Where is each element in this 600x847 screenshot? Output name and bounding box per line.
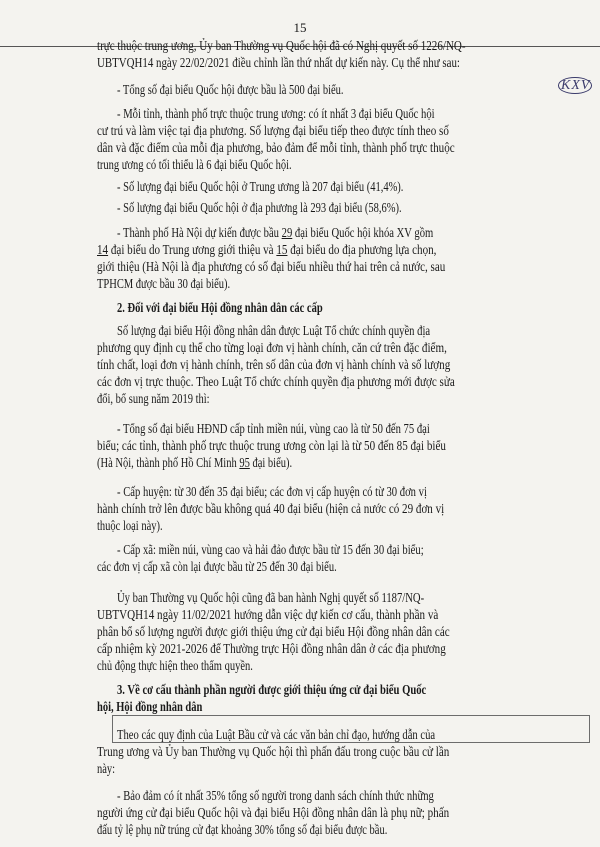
underlined-number: 95 bbox=[239, 456, 250, 471]
text-run: dân và đặc điểm của mỗi địa phương, bảo đảm để mỗi tỉnh, thành phố trực thuộc bbox=[97, 141, 455, 156]
text-run: - Thành phố Hà Nội dự kiến được bầu bbox=[117, 226, 282, 241]
underlined-number: 15 bbox=[276, 243, 288, 258]
text-line bbox=[97, 391, 547, 408]
text-run: - Số lượng đại biểu Quốc hội ở Trung ương là 207 đại biểu (41,4%). bbox=[117, 180, 404, 195]
text-line bbox=[97, 340, 572, 357]
text-line bbox=[117, 225, 572, 242]
text-line bbox=[97, 559, 547, 576]
text-line bbox=[97, 641, 572, 658]
text-line bbox=[117, 106, 572, 123]
text-run: giới thiệu (Hà Nội là địa phương có số đại biểu nhiều thứ hai trên cả nước, sau bbox=[97, 260, 446, 275]
text-run: hội, Hội đồng nhân dân bbox=[97, 700, 203, 715]
text-line bbox=[97, 455, 547, 472]
section-heading-line bbox=[117, 682, 572, 699]
text-line bbox=[97, 761, 547, 778]
text-line bbox=[117, 727, 572, 744]
text-line bbox=[97, 55, 564, 72]
text-run: - Tổng số đại biểu Quốc hội được bầu là 500 đại biểu. bbox=[117, 83, 344, 98]
text-line bbox=[117, 200, 567, 217]
text-line bbox=[97, 374, 572, 391]
text-line bbox=[97, 624, 572, 641]
section-heading-line bbox=[117, 300, 567, 317]
section-heading-line bbox=[97, 699, 547, 716]
text-run: hành chính trở lên được bầu không quá 40 đại biểu (hiện cả nước có 29 đơn vị bbox=[97, 502, 445, 517]
text-line bbox=[97, 518, 547, 535]
text-line bbox=[97, 744, 572, 761]
text-line bbox=[97, 805, 572, 822]
text-line bbox=[117, 542, 572, 559]
text-run: trực thuộc trung ương, Ủy ban Thường vụ Quốc hội đã có Nghị quyết số 1226/NQ- bbox=[97, 39, 466, 54]
text-run: cấp nhiệm kỳ 2021-2026 để Thường trực Hội đồng nhân dân ở các địa phương bbox=[97, 642, 446, 657]
text-line bbox=[117, 484, 572, 501]
text-line bbox=[97, 438, 572, 455]
text-run: đại biểu do địa phương lựa chọn, bbox=[287, 243, 437, 258]
text-run: trung ương có tối thiểu là 6 đại biểu Quốc hội. bbox=[97, 158, 292, 173]
text-run: người ứng cử đại biểu Quốc hội và đại biểu Hội đồng nhân dân là phụ nữ; phấn bbox=[97, 806, 450, 821]
text-run: phương quy định cụ thể cho từng loại đơn vị hành chính, căn cứ trên đặc điểm, bbox=[97, 341, 447, 356]
text-line bbox=[97, 123, 572, 140]
text-run: Ủy ban Thường vụ Quốc hội cũng đã ban hành Nghị quyết số 1187/NQ- bbox=[117, 591, 425, 606]
text-run: đại biểu do Trung ương giới thiệu và bbox=[108, 243, 277, 258]
page-number: 15 bbox=[293, 20, 307, 35]
text-line bbox=[117, 590, 572, 607]
text-line bbox=[97, 276, 547, 293]
text-run: 2. Đối với đại biểu Hội đồng nhân dân các cấp bbox=[117, 301, 323, 316]
text-line bbox=[97, 607, 572, 624]
text-run: đại biểu Quốc hội khóa XV gồm bbox=[292, 226, 434, 241]
handwritten-note: KXV bbox=[561, 78, 591, 93]
text-line bbox=[97, 822, 547, 839]
text-run: đổi, bổ sung năm 2019 thì: bbox=[97, 392, 210, 407]
text-line bbox=[117, 421, 572, 438]
text-run: - Mỗi tỉnh, thành phố trực thuộc trung ương: có ít nhất 3 đại biểu Quốc hội bbox=[117, 107, 435, 122]
text-line bbox=[97, 357, 572, 374]
text-run: UBTVQH14 ngày 22/02/2021 điều chỉnh lần thứ nhất dự kiến này. Cụ thể như sau: bbox=[97, 56, 460, 71]
text-run: TPHCM được bầu 30 đại biểu). bbox=[97, 277, 231, 292]
text-run: Theo các quy định của Luật Bầu cử và các văn bản chỉ đạo, hướng dẫn của bbox=[117, 728, 436, 743]
text-line bbox=[117, 82, 567, 99]
text-line bbox=[97, 140, 572, 157]
text-line bbox=[97, 501, 572, 518]
text-line bbox=[97, 259, 572, 276]
text-run: - Bảo đảm có ít nhất 35% tổng số người trong danh sách chính thức những bbox=[117, 789, 434, 804]
underlined-number: 14 bbox=[97, 243, 109, 258]
text-line bbox=[97, 658, 547, 675]
text-run: - Cấp xã: miền núi, vùng cao và hải đảo được bầu từ 15 đến 30 đại biểu; bbox=[117, 543, 424, 558]
text-line bbox=[117, 179, 567, 196]
text-line bbox=[117, 788, 572, 805]
text-run: đấu tỷ lệ phụ nữ trúng cử đạt khoảng 30% tổng số đại biểu được bầu. bbox=[97, 823, 388, 838]
text-run: chủ động thực hiện theo thẩm quyền. bbox=[97, 659, 253, 674]
text-line bbox=[97, 38, 571, 55]
text-run: (Hà Nội, thành phố Hồ Chí Minh bbox=[97, 456, 240, 471]
text-run: phân bổ số lượng người được giới thiệu ứng cử đại biểu Hội đồng nhân dân các bbox=[97, 625, 450, 640]
text-run: - Số lượng đại biểu Quốc hội ở địa phương là 293 đại biểu (58,6%). bbox=[117, 201, 402, 216]
text-run: này: bbox=[97, 762, 116, 777]
text-run: các đơn vị cấp xã còn lại được bầu từ 25 đến 30 đại biểu. bbox=[97, 560, 337, 575]
text-run: 3. Về cơ cấu thành phần người được giới thiệu ứng cử đại biểu Quốc bbox=[117, 683, 427, 698]
underlined-number: 29 bbox=[281, 226, 293, 241]
text-run: cư trú và làm việc tại địa phương. Số lượng đại biểu tiếp theo được tính theo số bbox=[97, 124, 449, 139]
text-run: - Tổng số đại biểu HĐND cấp tỉnh miền núi, vùng cao là từ 50 đến 75 đại bbox=[117, 422, 430, 437]
text-run: thuộc loại này). bbox=[97, 519, 163, 534]
text-line bbox=[117, 323, 572, 340]
text-run: biểu; các tỉnh, thành phố trực thuộc trung ương còn lại là từ 50 đến 85 đại biểu bbox=[97, 439, 446, 454]
text-line bbox=[97, 157, 547, 174]
text-run: các đơn vị trực thuộc. Theo Luật Tổ chức chính quyền địa phương mới được sửa bbox=[97, 375, 455, 390]
text-run: đại biểu). bbox=[249, 456, 293, 471]
text-run: tính chất, loại đơn vị hành chính, trên số dân của đơn vị hành chính và số lượng bbox=[97, 358, 451, 373]
text-run: - Cấp huyện: từ 30 đến 35 đại biểu; các đơn vị cấp huyện có từ 30 đơn vị bbox=[117, 485, 427, 500]
text-run: Trung ương và Ủy ban Thường vụ Quốc hội thì phấn đấu trong cuộc bầu cử lần bbox=[97, 745, 450, 760]
text-run: Số lượng đại biểu Hội đồng nhân dân được Luật Tổ chức chính quyền địa bbox=[117, 324, 431, 339]
text-run: UBTVQH14 ngày 11/02/2021 hướng dẫn việc dự kiến cơ cấu, thành phần và bbox=[97, 608, 439, 623]
text-line bbox=[97, 242, 572, 259]
